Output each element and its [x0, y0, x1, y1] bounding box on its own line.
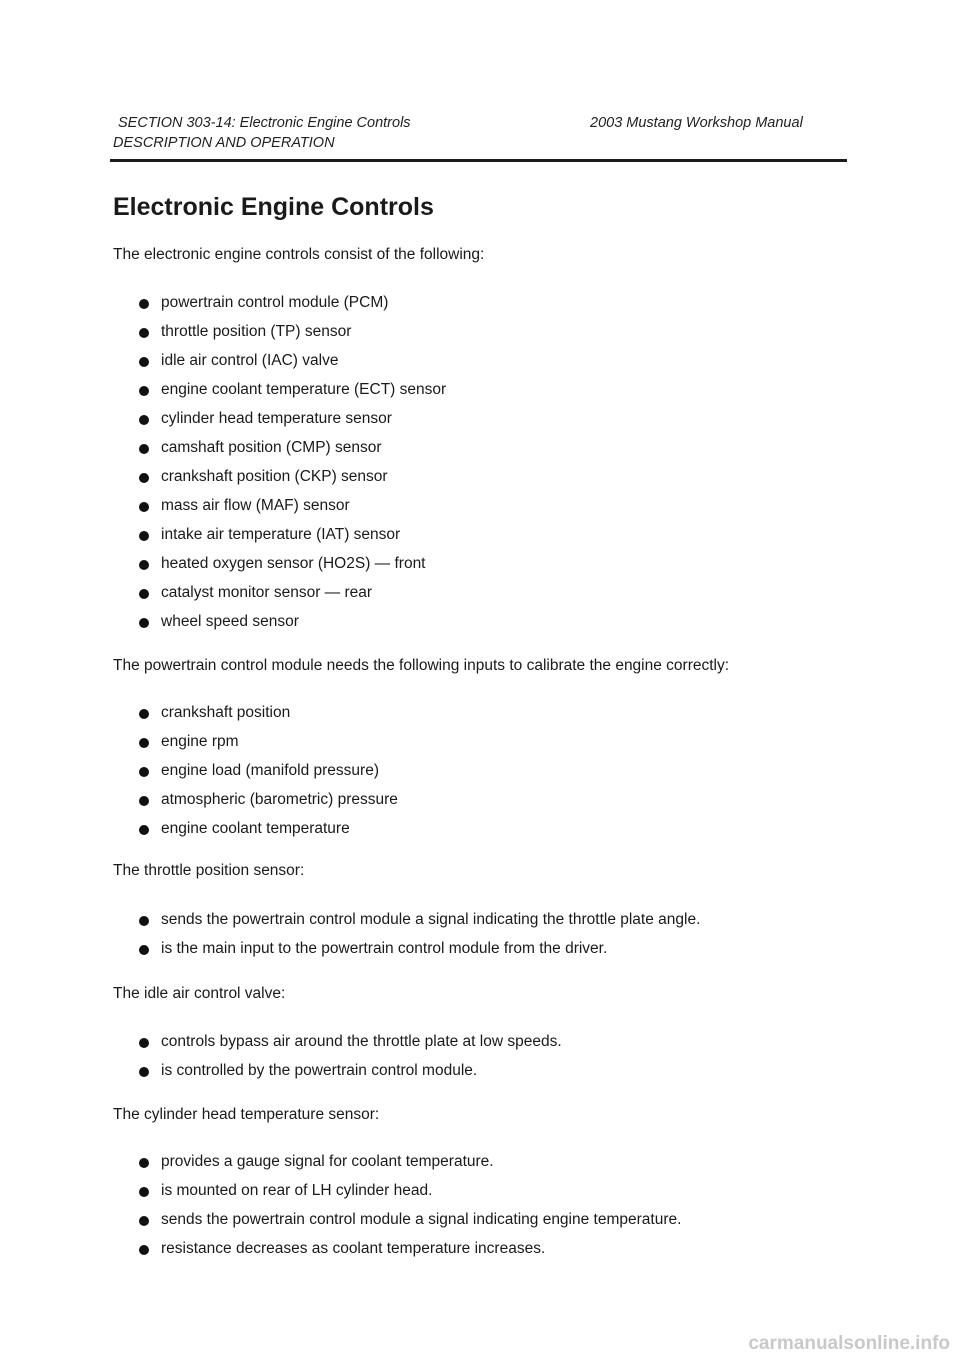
header-section: SECTION 303-14: Electronic Engine Controls	[118, 115, 411, 131]
list-item-text: engine load (manifold pressure)	[161, 762, 379, 779]
page-title: Electronic Engine Controls	[113, 193, 434, 221]
header-manual-title: 2003 Mustang Workshop Manual	[590, 115, 803, 131]
cht-sensor-paragraph: The cylinder head temperature sensor:	[113, 1106, 380, 1123]
bullet-icon	[139, 1245, 149, 1255]
bullet-icon	[139, 357, 149, 367]
bullet-icon	[139, 415, 149, 425]
pcm-inputs-paragraph: The powertrain control module needs the following inputs to calibrate the engine correctly:	[113, 657, 730, 674]
list-item-text: engine coolant temperature (ECT) sensor	[161, 381, 447, 398]
list-item-text: powertrain control module (PCM)	[161, 294, 389, 311]
list-item-text: heated oxygen sensor (HO2S) — front	[161, 555, 426, 572]
bullet-icon	[139, 916, 149, 926]
list-item-text: wheel speed sensor	[161, 613, 299, 630]
list-item-text: intake air temperature (IAT) sensor	[161, 526, 401, 543]
list-item-text: crankshaft position (CKP) sensor	[161, 468, 388, 485]
list-item-text: idle air control (IAC) valve	[161, 352, 339, 369]
bullet-icon	[139, 502, 149, 512]
bullet-icon	[139, 531, 149, 541]
bullet-icon	[139, 299, 149, 309]
header-subsection: DESCRIPTION AND OPERATION	[113, 135, 335, 151]
bullet-icon	[139, 328, 149, 338]
list-item-text: throttle position (TP) sensor	[161, 323, 352, 340]
bullet-icon	[139, 1216, 149, 1226]
list-item-text: sends the powertrain control module a signal indicating the throttle plate angle.	[161, 911, 701, 928]
list-item-text: controls bypass air around the throttle plate at low speeds.	[161, 1033, 562, 1050]
bullet-icon	[139, 945, 149, 955]
intro-paragraph: The electronic engine controls consist of the following:	[113, 246, 485, 263]
list-item-text: is controlled by the powertrain control module.	[161, 1062, 478, 1079]
bullet-icon	[139, 796, 149, 806]
list-item-text: crankshaft position	[161, 704, 291, 721]
bullet-icon	[139, 738, 149, 748]
list-item-text: engine coolant temperature	[161, 820, 350, 837]
bullet-icon	[139, 618, 149, 628]
bullet-icon	[139, 1067, 149, 1077]
list-item-text: resistance decreases as coolant temperature increases.	[161, 1240, 546, 1257]
list-item-text: catalyst monitor sensor — rear	[161, 584, 373, 601]
bullet-icon	[139, 767, 149, 777]
bullet-icon	[139, 1187, 149, 1197]
list-item-text: is the main input to the powertrain control module from the driver.	[161, 940, 608, 957]
list-item-text: provides a gauge signal for coolant temperature.	[161, 1153, 494, 1170]
list-item-text: mass air flow (MAF) sensor	[161, 497, 350, 514]
bullet-icon	[139, 709, 149, 719]
bullet-icon	[139, 444, 149, 454]
bullet-icon	[139, 386, 149, 396]
iac-valve-paragraph: The idle air control valve:	[113, 985, 286, 1002]
list-item-text: atmospheric (barometric) pressure	[161, 791, 398, 808]
bullet-icon	[139, 473, 149, 483]
list-item-text: sends the powertrain control module a signal indicating engine temperature.	[161, 1211, 682, 1228]
bullet-icon	[139, 1038, 149, 1048]
bullet-icon	[139, 1158, 149, 1168]
watermark: carmanualsonline.info	[748, 1333, 950, 1354]
list-item-text: camshaft position (CMP) sensor	[161, 439, 382, 456]
header-divider	[110, 159, 847, 162]
bullet-icon	[139, 825, 149, 835]
bullet-icon	[139, 560, 149, 570]
list-item-text: is mounted on rear of LH cylinder head.	[161, 1182, 433, 1199]
list-item-text: engine rpm	[161, 733, 239, 750]
bullet-icon	[139, 589, 149, 599]
tp-sensor-paragraph: The throttle position sensor:	[113, 862, 305, 879]
list-item-text: cylinder head temperature sensor	[161, 410, 392, 427]
